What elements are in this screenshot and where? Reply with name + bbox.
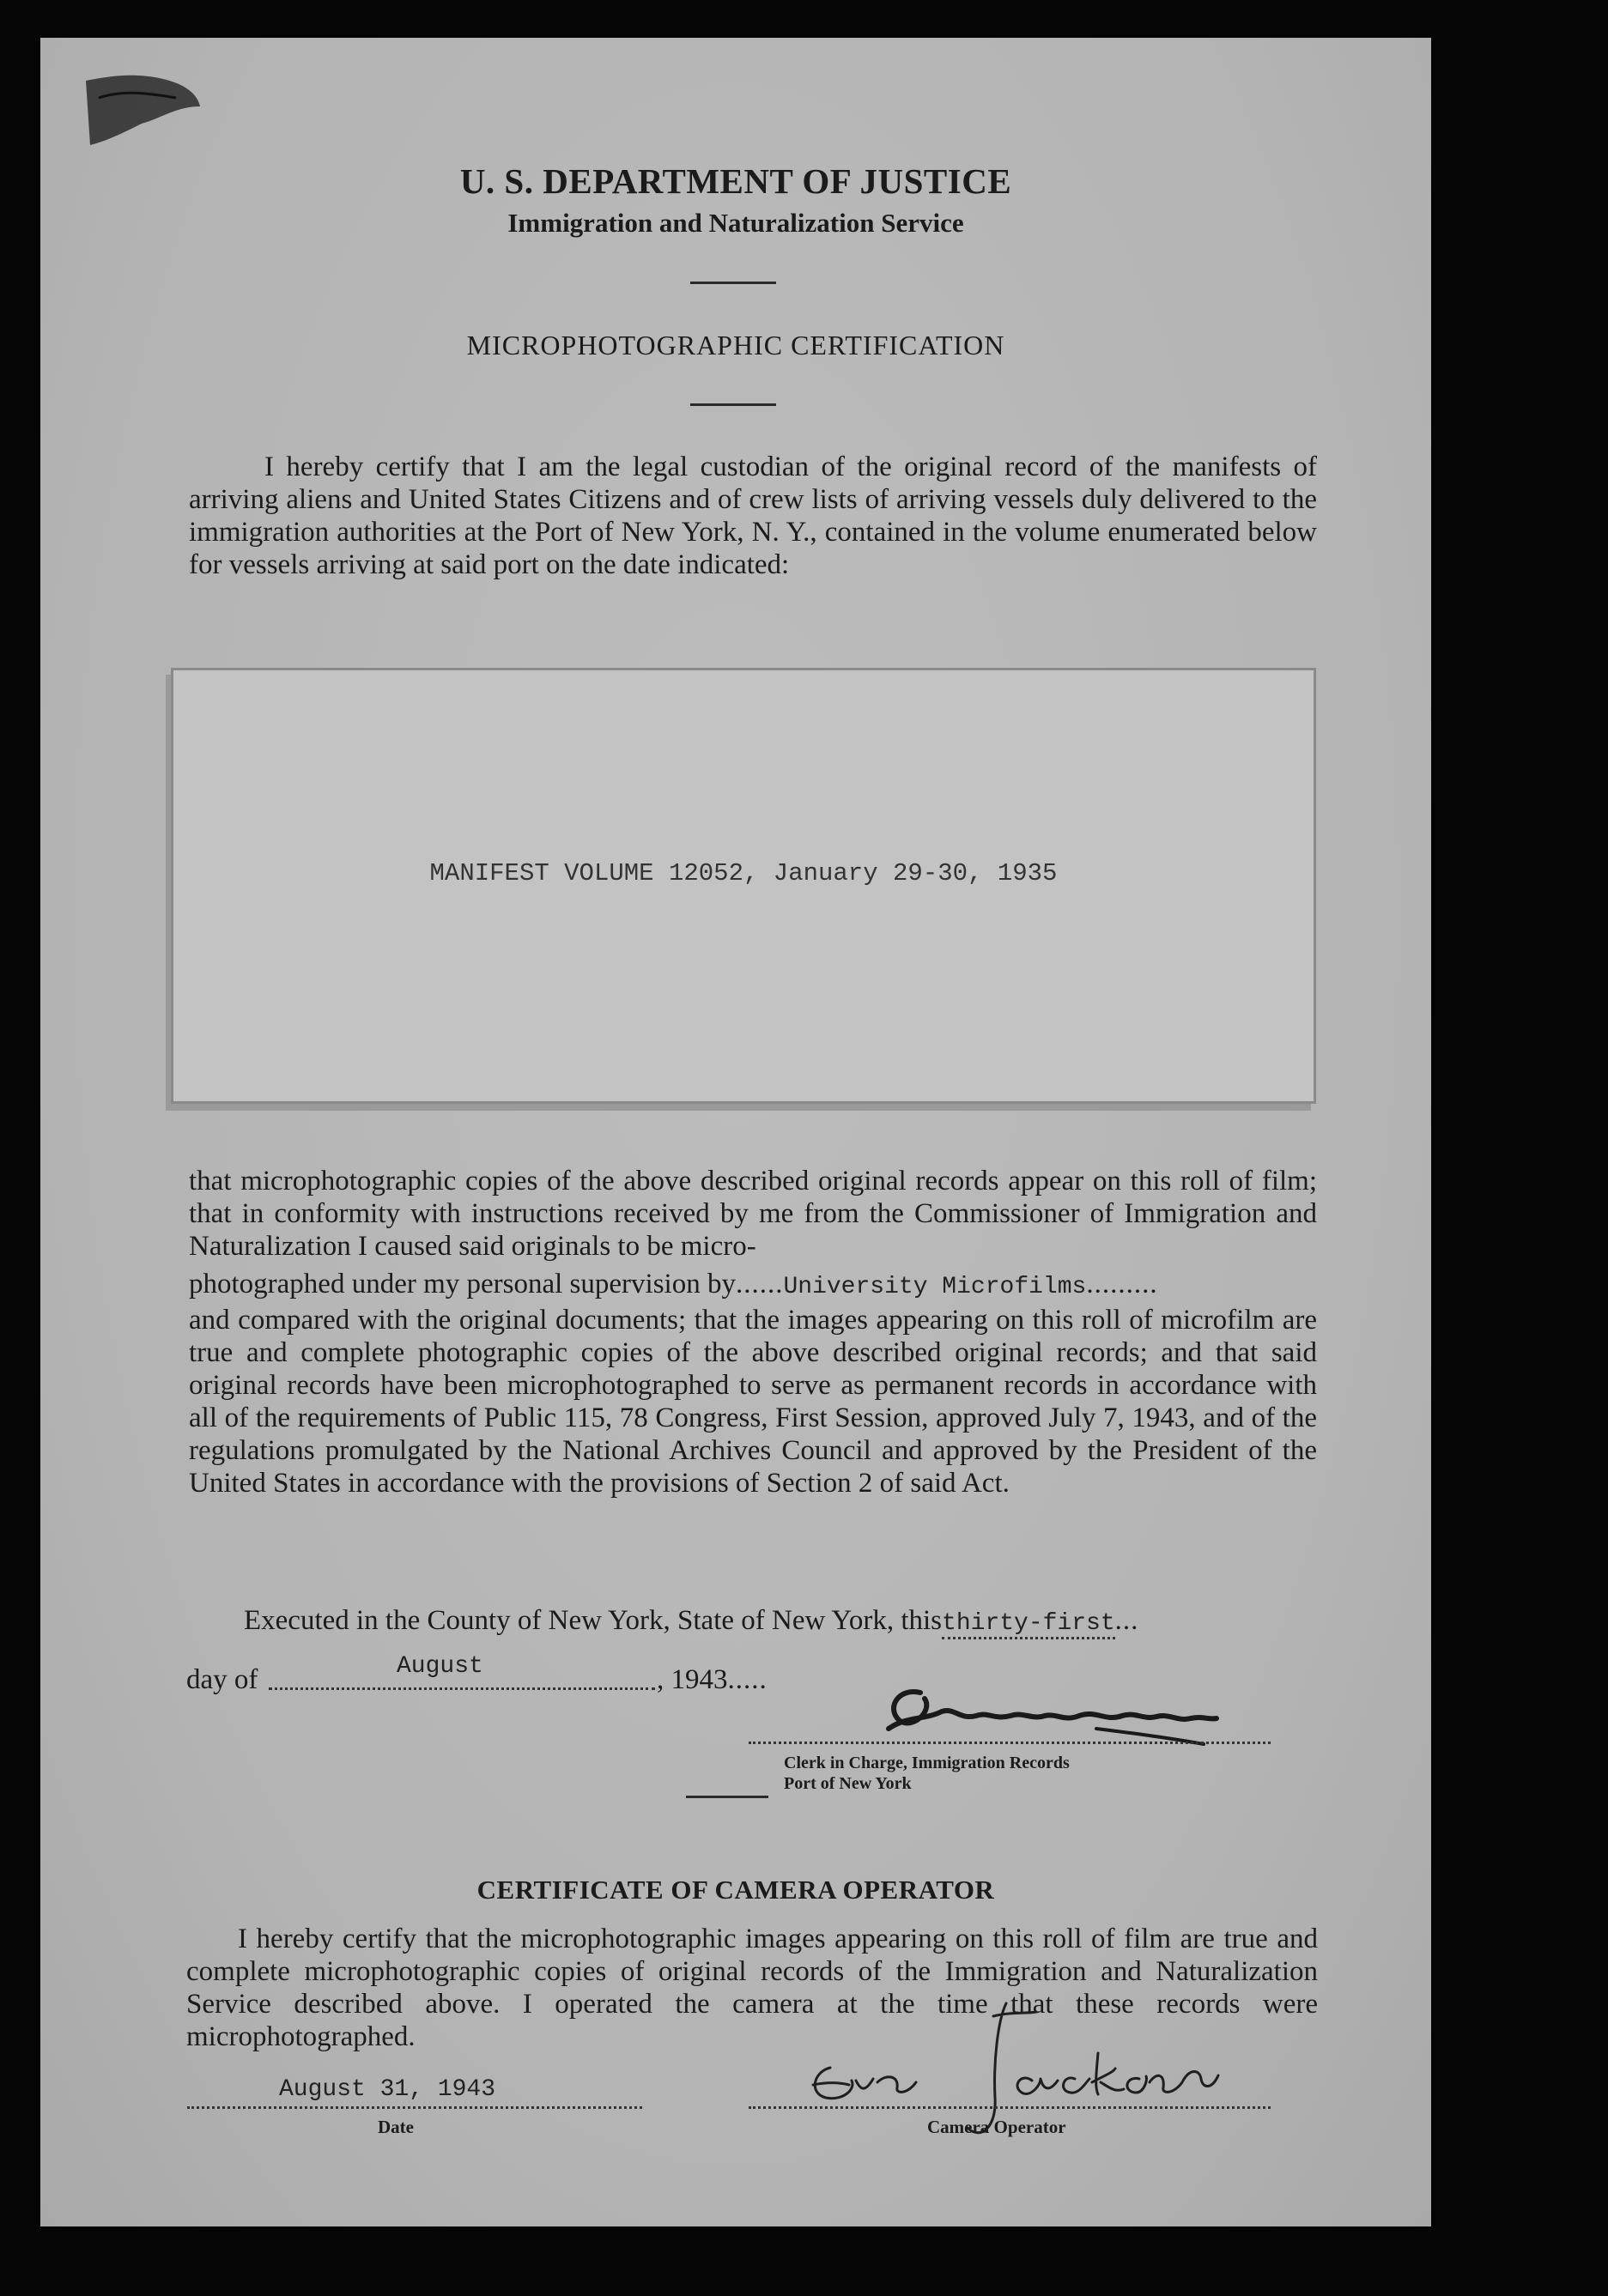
body-line1: that microphotographic copies of the above described original records appear on this roll of film; that in conformity with instructions received by me from the Commissioner of Immigration and Naturalization I caused said originals to be micro- — [189, 1166, 1317, 1262]
execution-month: August — [397, 1653, 483, 1680]
date-label: Date — [378, 2117, 414, 2137]
document-page — [40, 38, 1431, 2226]
intro-paragraph — [189, 451, 1317, 581]
divider — [686, 1796, 768, 1798]
supervision-line: photographed under my personal supervision by......University Microfilms......... — [189, 1269, 1158, 1300]
torn-corner-mark — [82, 72, 202, 149]
operator-label: Camera Operator — [927, 2117, 1066, 2137]
agency-title: U. S. DEPARTMENT OF JUSTICE — [459, 161, 1012, 201]
supervisor-name: University Microfilms — [783, 1274, 1087, 1300]
certification-body — [189, 1165, 1317, 1499]
divider — [690, 282, 776, 284]
intro-text: I hereby certify that I am the legal custodian of the original record of the manifests of arriving aliens and United States Citizens and of crew lists of arriving vessels duly delivered to the immigration authorities at the Port of New York, N. Y., contained in the volume enumerated below for vessels arriving at said port on the date indicated: — [189, 451, 1317, 580]
clerk-signature — [839, 1669, 1268, 1750]
execution-day: thirty-first — [942, 1610, 1115, 1639]
supervision-prefix: photographed under my personal supervision by — [189, 1269, 736, 1299]
certification-title: MICROPHOTOGRAPHIC CERTIFICATION — [466, 330, 1005, 360]
operator-text: I hereby certify that the microphotographic images appearing on this roll of film are true and complete microphotographic copies of original records of the Immigration and Naturalization Service described above. I operated the camera at the time that these records were microphotographed. — [186, 1923, 1318, 2052]
operator-certificate-title: CERTIFICATE OF CAMERA OPERATOR — [476, 1875, 995, 1905]
divider — [690, 403, 776, 406]
day-of-line — [186, 1664, 258, 1696]
month-dotted-line — [269, 1687, 655, 1690]
day-of-label: day of — [186, 1664, 258, 1695]
execution-prefix: Executed in the County of New York, State of New York, this — [244, 1605, 943, 1636]
date-dotted-line — [187, 2106, 642, 2109]
service-subtitle: Immigration and Naturalization Service — [507, 208, 964, 238]
operator-signature-line — [749, 2106, 1271, 2109]
clerk-signature-line — [749, 1742, 1271, 1744]
volume-card — [171, 668, 1316, 1104]
body-rest: and compared with the original documents; that the images appearing on this roll of microfilm are true and complete photographic copies of the above described original records; and that said original records have been microphotographed to serve as permanent records in accordance with all of the requirements of Public 115, 78 Congress, First Session, approved July 7, 1943, and of the regulations promulgated by the National Archives Council and approved by the President of the United States in accordance with the provisions of Section 2 of said Act. — [189, 1305, 1317, 1499]
execution-year: , 1943..... — [657, 1664, 768, 1695]
execution-line: Executed in the County of New York, State of New York, thisthirty-first... — [244, 1605, 1138, 1637]
operator-date: August 31, 1943 — [279, 2076, 496, 2103]
volume-text: MANIFEST VOLUME 12052, January 29-30, 1935 — [429, 859, 1058, 888]
clerk-title: Clerk in Charge, Immigration Records Port of New York — [784, 1754, 1070, 1793]
